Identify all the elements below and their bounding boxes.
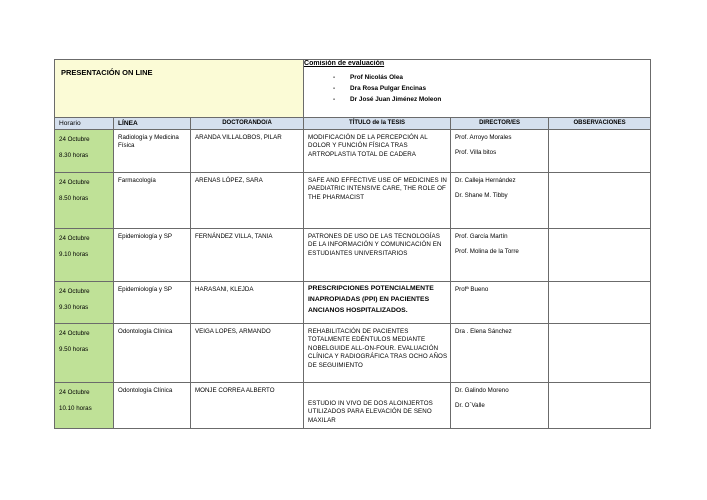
col-header-director: DIRECTOR/ES [451, 118, 549, 130]
col-header-doctorando: DOCTORANDO/A [191, 118, 304, 130]
date-text: 24 Octubre [59, 179, 90, 186]
titulo-text: SAFE AND EFFECTIVE USE OF MEDICINES IN PAEDIATRIC INTENSIVE CARE, THE ROLE OF THE PHARMACIST [308, 177, 447, 201]
date-text: 24 Octubre [59, 288, 90, 295]
column-header-row [55, 118, 651, 130]
doctorando-text: FERNÁNDEZ VILLA, TANIA [195, 233, 273, 240]
time-cell [55, 173, 114, 229]
linea-text: Odontología Clínica [118, 328, 173, 335]
director-name: Dr. Calleja Hernández [455, 177, 516, 184]
director-name: Dra . Elena Sánchez [455, 328, 512, 335]
time-text: 9.10 horas [59, 251, 89, 258]
table-row [55, 282, 651, 324]
time-text: 8.30 horas [59, 152, 89, 159]
director-cell [451, 130, 548, 158]
observaciones-text [549, 130, 650, 134]
commission-list [304, 72, 650, 105]
date-text: 24 Octubre [59, 389, 90, 396]
col-header-linea: LÍNEA [114, 118, 191, 130]
director-cell [451, 282, 548, 294]
observaciones-text [549, 173, 650, 177]
linea-text: Odontología Clínica [118, 387, 173, 394]
titulo-text: PRESCRIPCIONES POTENCIALMENTE INAPROPIADAS (PPI) EN PACIENTES ANCIANOS HOSPITALIZADOS. [308, 285, 434, 314]
titulo-text: MODIFICACIÓN DE LA PERCEPCIÓN AL DOLOR Y FUNCIÓN FÍSICA TRAS ARTROPLASTIA TOTAL DE CADERA [308, 134, 428, 158]
presentation-cell [55, 60, 304, 118]
doctorando-text: HARASANI, KLEJDA [195, 286, 254, 293]
time-text: 10.10 horas [59, 405, 92, 412]
observaciones-text [549, 324, 650, 328]
director-name: Dr. Shane M. Tibby [455, 192, 508, 200]
time-text: 9.50 horas [59, 346, 89, 353]
doctorando-text: ARENAS LÓPEZ, SARA [195, 177, 263, 184]
doctorando-text: VEIGA LOPES, ARMANDO [195, 328, 271, 335]
time-cell [55, 229, 114, 282]
commission-member: - Prof Nicolás Olea [333, 74, 403, 81]
col-header-horario: Horario [55, 118, 114, 130]
table-row [55, 383, 651, 429]
commission-title: Comisión de evaluación [304, 60, 385, 67]
director-cell [451, 383, 548, 411]
observaciones-text [549, 282, 650, 286]
director-name: Profª Bueno [455, 286, 489, 293]
titulo-text: PATRONES DE USO DE LAS TECNOLOGÍAS DE LA INFORMACIÓN Y COMUNICACIÓN EN ESTUDIANTES UNIVERSITARIOS [308, 233, 442, 257]
director-cell [451, 229, 548, 257]
table-row [55, 130, 651, 173]
director-name: Prof. Villa bitos [455, 149, 497, 157]
observaciones-text [549, 383, 650, 387]
linea-text: Farmacología [118, 177, 156, 184]
table-row [55, 173, 651, 229]
commission-member: - Dra Rosa Pulgar Encinas [333, 85, 427, 92]
titulo-text: ESTUDIO IN VIVO DE DOS ALOINJERTOS UTILIZADOS PARA ELEVACIÓN DE SENO MAXILAR [308, 400, 433, 424]
linea-text: Epidemiología y SP [118, 233, 172, 240]
director-name: Prof. Molina de la Torre [455, 248, 519, 256]
date-text: 24 Octubre [59, 235, 90, 242]
director-cell [451, 173, 548, 201]
schedule-table [54, 59, 651, 429]
commission-member: - Dr José Juan Jiménez Moleon [333, 96, 442, 103]
col-header-observaciones: OBSERVACIONES [549, 118, 651, 130]
time-text: 8.50 horas [59, 195, 89, 202]
doctorando-text: MONJE CORREA ALBERTO [195, 387, 275, 394]
director-name: Prof. García Martín [455, 233, 508, 240]
date-text: 24 Octubre [59, 330, 90, 337]
director-name: Dr. Galindo Moreno [455, 387, 509, 394]
time-cell [55, 324, 114, 383]
director-name: Dr. O´Valle [455, 402, 485, 410]
col-header-titulo: TÍTULO de la TESIS [304, 118, 451, 130]
linea-text: Radiología y Medicina Física [118, 134, 179, 150]
linea-text: Epidemiología y SP [118, 286, 172, 293]
time-text: 9.30 horas [59, 304, 89, 311]
time-cell [55, 282, 114, 324]
header-block [55, 60, 651, 118]
time-cell [55, 383, 114, 429]
titulo-text: REHABILITACIÓN DE PACIENTES TOTALMENTE EDÉNTULOS MEDIANTE NOBELGUIDE ALL-ON-FOUR. EVALUACIÓN CLÍNICA Y RADIOGRÁFICA TRAS OCHO AÑOS DE SEGUIMIENTO [308, 328, 448, 369]
director-name: Prof. Arroyo Morales [455, 134, 512, 141]
time-cell [55, 130, 114, 173]
commission-cell [304, 60, 651, 118]
date-text: 24 Octubre [59, 136, 90, 143]
director-cell [451, 324, 548, 336]
observaciones-text [549, 229, 650, 233]
table-row [55, 324, 651, 383]
doctorando-text: ARANDA VILLALOBOS, PILAR [195, 134, 282, 141]
table-row [55, 229, 651, 282]
presentation-title: PRESENTACIÓN ON LINE [61, 68, 153, 77]
